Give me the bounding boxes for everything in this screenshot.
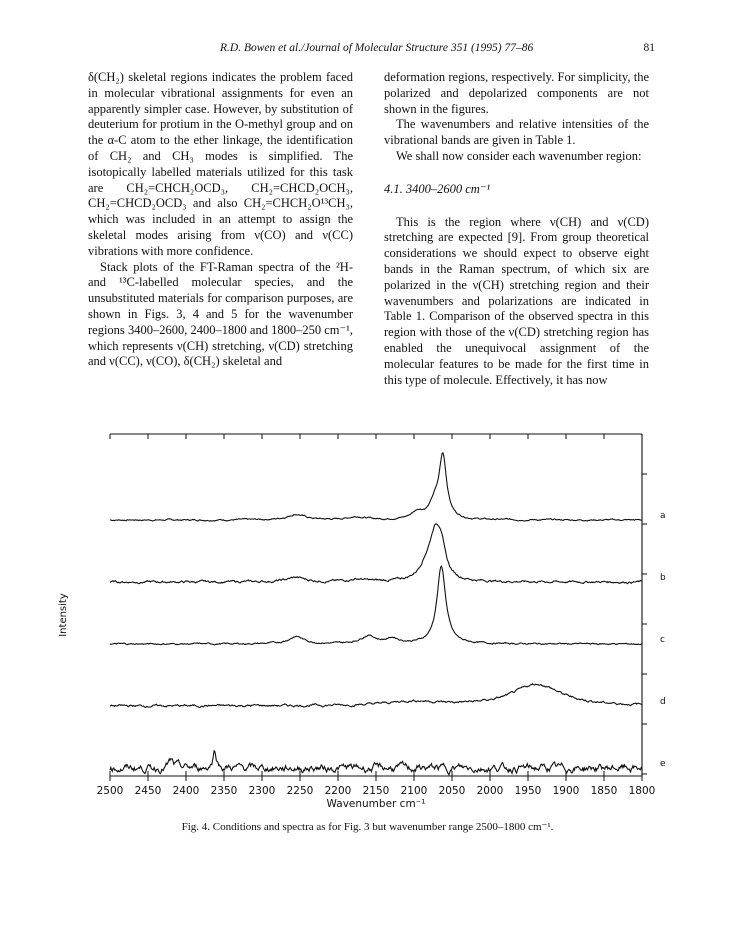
x-tick-label: 1900 bbox=[552, 785, 580, 797]
x-tick-label: 2350 bbox=[210, 785, 238, 797]
right-paragraph-3: We shall now consider each wavenumber region: bbox=[396, 148, 642, 163]
trace-label-c: c bbox=[660, 635, 665, 645]
spectrum-trace-c bbox=[110, 566, 642, 645]
x-tick-label: 2100 bbox=[400, 785, 428, 797]
section-heading: 4.1. 3400–2600 cm⁻¹ bbox=[384, 181, 491, 196]
y-axis-label: Intensity bbox=[58, 593, 69, 637]
raman-spectra-plot bbox=[60, 420, 700, 810]
right-column bbox=[384, 70, 649, 388]
x-tick-label: 2000 bbox=[476, 785, 504, 797]
x-tick-label: 1850 bbox=[590, 785, 618, 797]
figure-caption: Fig. 4. Conditions and spectra as for Fig. 3 but wavenumber range 2500–1800 cm⁻¹. bbox=[181, 821, 554, 833]
page-number: 81 bbox=[643, 42, 655, 54]
figure-4 bbox=[60, 420, 700, 810]
x-tick-label: 2050 bbox=[438, 785, 466, 797]
x-tick-label: 2450 bbox=[134, 785, 162, 797]
trace-label-d: d bbox=[660, 697, 666, 707]
x-tick-label: 2400 bbox=[172, 785, 200, 797]
trace-label-a: a bbox=[660, 511, 666, 521]
spectrum-trace-a bbox=[110, 453, 642, 521]
x-tick-label: 2250 bbox=[286, 785, 314, 797]
left-column bbox=[88, 70, 353, 370]
x-tick-label: 1950 bbox=[514, 785, 542, 797]
running-head: R.D. Bowen et al./Journal of Molecular Structure 351 (1995) 77–86 bbox=[220, 42, 534, 54]
right-paragraph-1: deformation regions, respectively. For simplicity, the polarized and depolarized components are not shown in the figures. bbox=[384, 70, 649, 116]
right-paragraph-4: This is the region where ν(CH) and ν(CD) stretching are expected [9]. From group theoretical considerations we should expect to observe eight bands in the Raman spectrum, of which six are polarized in the ν(CH) stretching region and their wavenumbers and polarizations are indicated in Table 1. Comparison of the observed spectra in this region with those of the ν(CD) stretching region has enabled the unequivocal assignment of the molecular features to be made for the first time in this type of molecule. Effectively, it has now bbox=[384, 214, 649, 387]
x-tick-label: 2200 bbox=[324, 785, 352, 797]
right-paragraph-2: The wavenumbers and relative intensities of the vibrational bands are given in Table 1. bbox=[384, 117, 649, 148]
left-paragraph-2: Stack plots of the FT-Raman spectra of the ²H- and ¹³C-labelled molecular species, and the unsubstituted materials for comparison purposes, are shown in Figs. 3, 4 and 5 for the wavenumber regions 3400–2600, 2400–1800 and 1800–250 cm⁻¹, which represents ν(CH) stretching, ν(CD) stretching and ν(CC), ν(CO), δ(CH₂) skeletal and bbox=[88, 259, 353, 369]
x-tick-label: 1800 bbox=[628, 785, 656, 797]
x-tick-label: 2300 bbox=[248, 785, 276, 797]
x-tick-label: 2500 bbox=[96, 785, 124, 797]
left-paragraph-1: δ(CH₂) skeletal regions indicates the problem faced in molecular vibrational assignments for even an apparently simpler case. However, by substitution of deuterium for protium in the O-methyl group and on the α-C atom to the ether linkage, the identification of CH₂ and CH₃ modes is simplified. The isotopically labelled materials utilized for this task are CH₂=CHCH₂OCD₃, CH₂=CHCD₂OCH₃, CH₂=CHCD₂OCD₃ and also CH₂=CHCH₂O¹³CH₃, which was included in an attempt to assign the skeletal modes arising from ν(CO) and ν(CC) vibrations with more confidence. bbox=[88, 70, 353, 258]
x-tick-label: 2150 bbox=[362, 785, 390, 797]
spectrum-trace-b bbox=[110, 524, 642, 584]
trace-label-b: b bbox=[660, 573, 666, 583]
x-axis-label: Wavenumber cm⁻¹ bbox=[326, 798, 426, 810]
spectrum-trace-d bbox=[110, 684, 642, 708]
trace-label-e: e bbox=[660, 759, 666, 769]
